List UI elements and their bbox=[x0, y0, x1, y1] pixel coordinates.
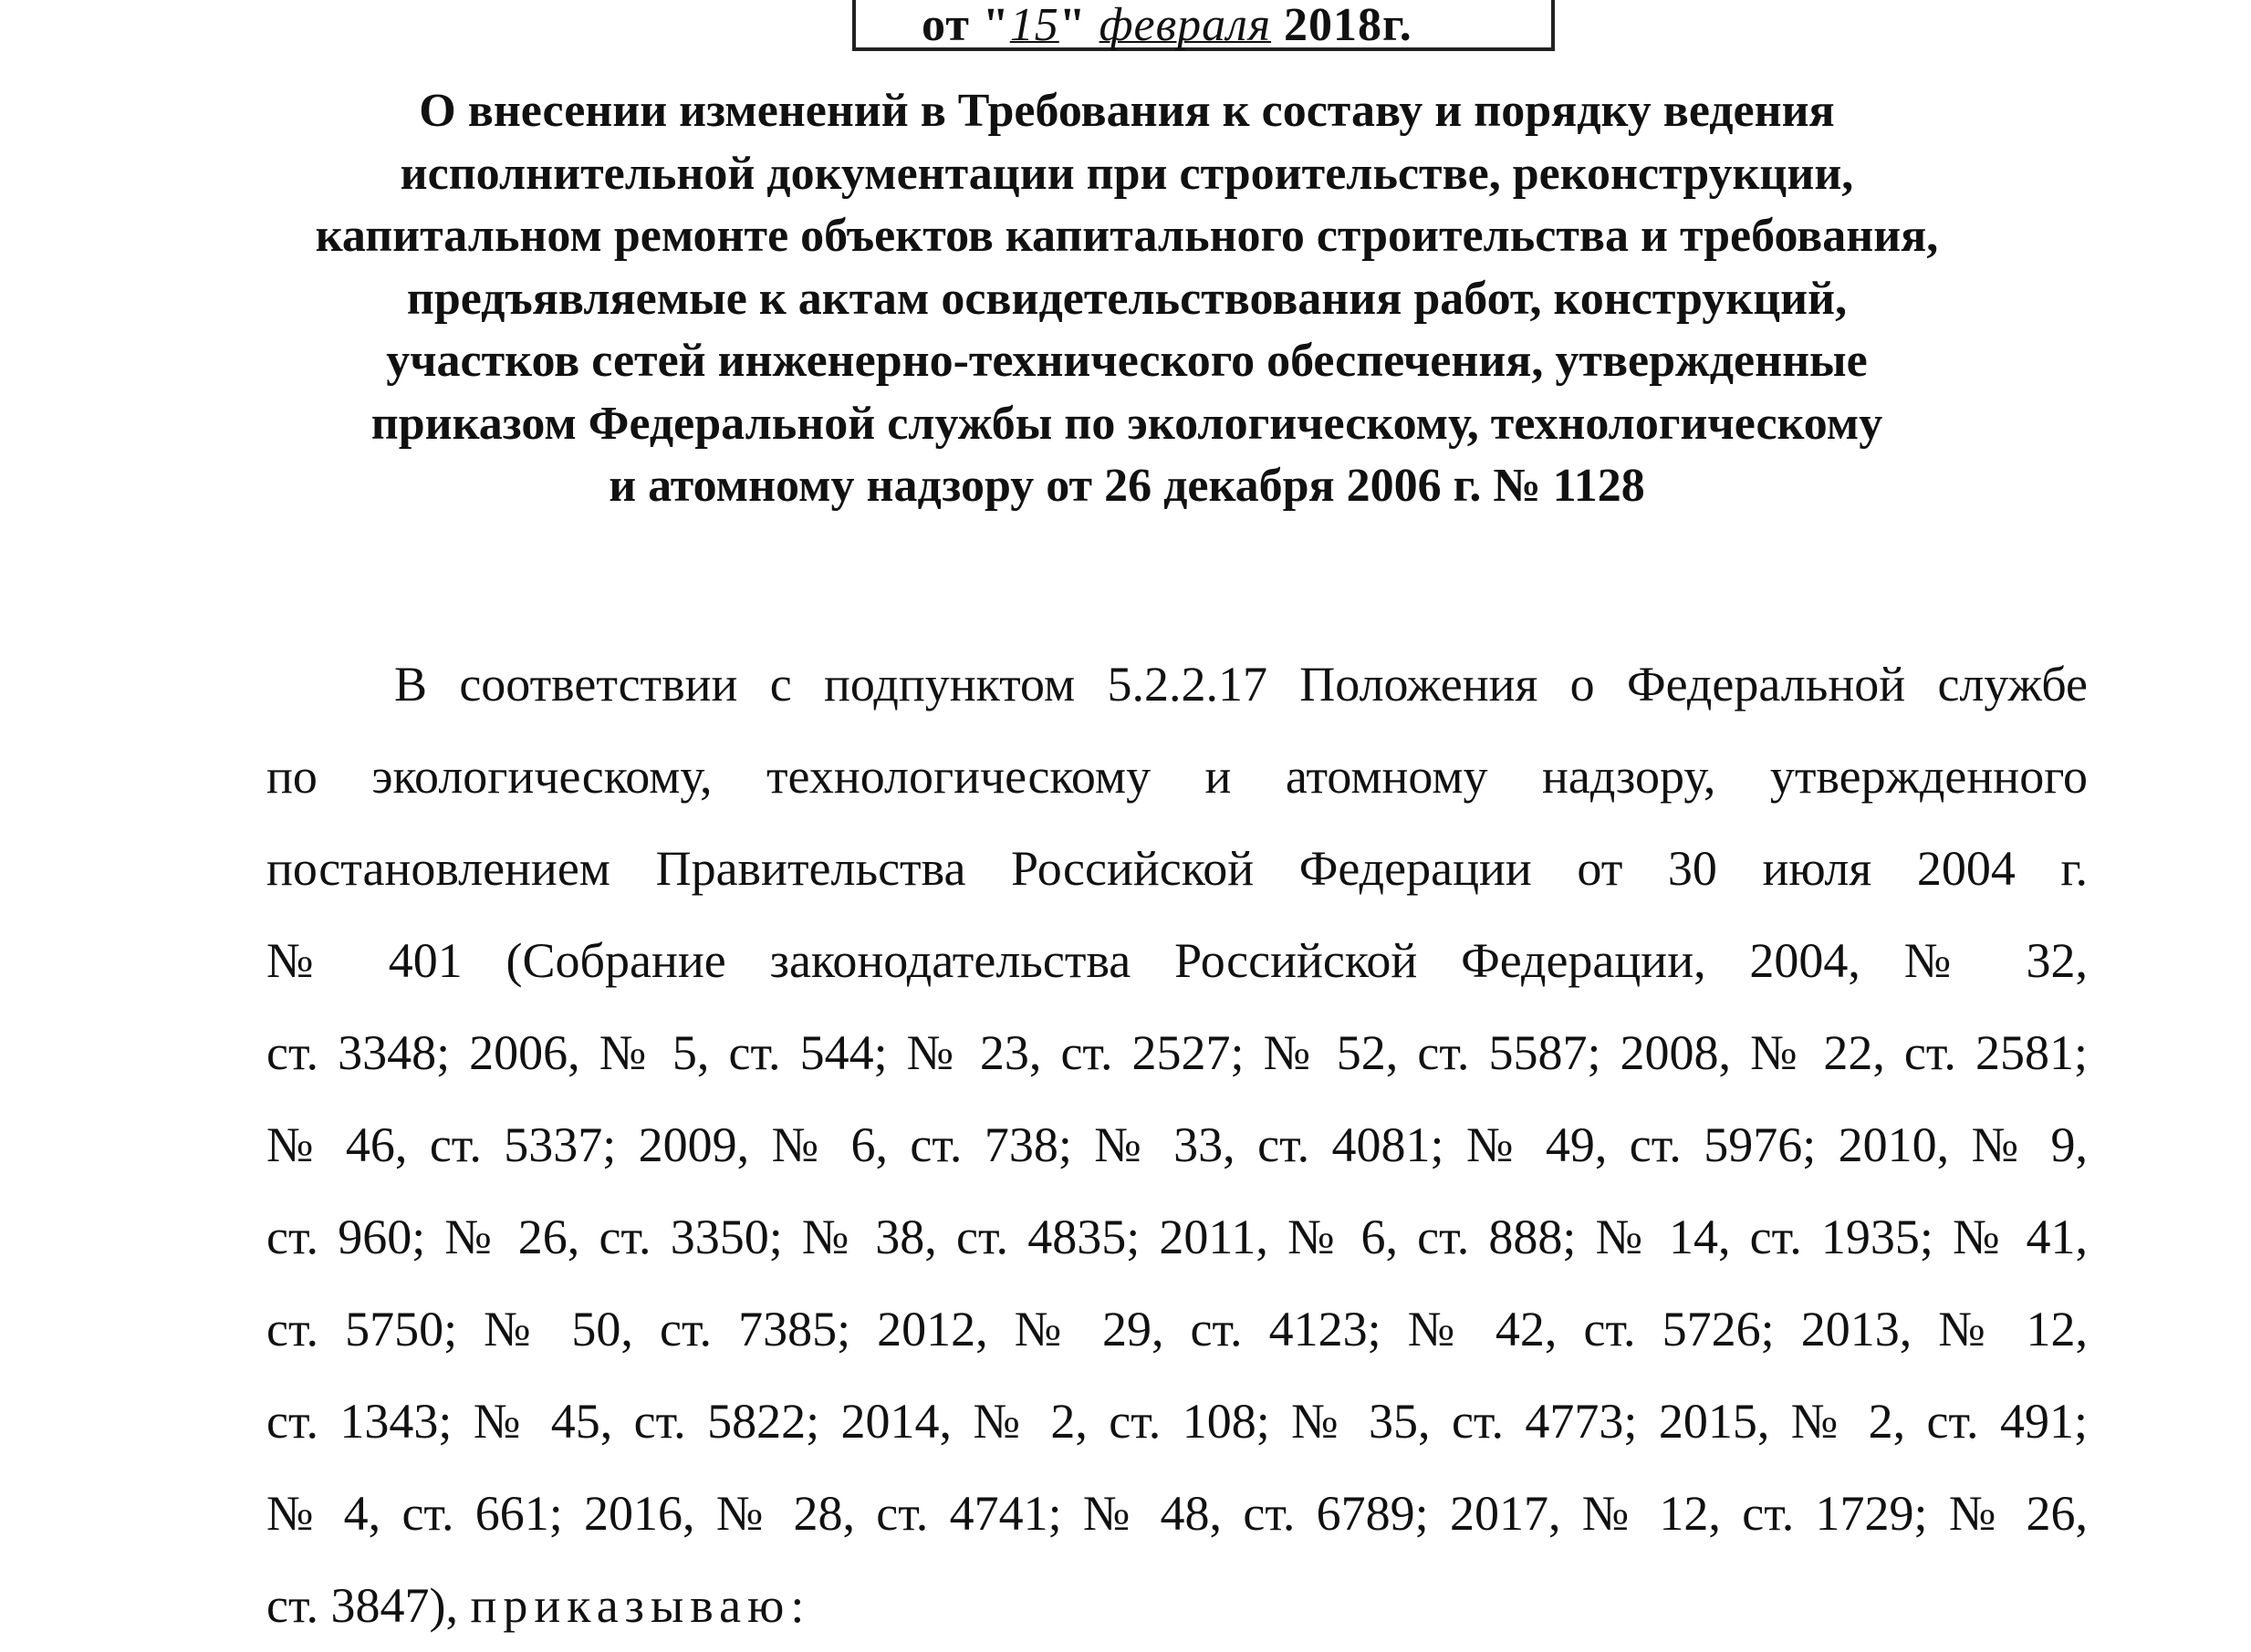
document-date bbox=[922, 0, 1412, 53]
body-line: № 401 (Собрание законодательства Российской Федерации, 2004, № 32, bbox=[266, 933, 2088, 988]
body-final-line bbox=[266, 1560, 2088, 1652]
date-mid: " bbox=[1058, 0, 1099, 51]
body-line: № 46, ст. 5337; 2009, № 6, ст. 738; № 33, ст. 4081; № 49, ст. 5976; 2010, № 9, bbox=[266, 1117, 2088, 1172]
title-line: исполнительной документации при строительстве, реконструкции, bbox=[400, 147, 1854, 200]
document-title bbox=[237, 80, 2017, 518]
title-line: участков сетей инженерно-технического обеспечения, утвержденные bbox=[386, 335, 1868, 387]
body-line: ст. 5750; № 50, ст. 7385; 2012, № 29, ст. 4123; № 42, ст. 5726; 2013, № 12, bbox=[266, 1302, 2088, 1356]
body-line: постановлением Правительства Российской Федерации от 30 июля 2004 г. bbox=[266, 841, 2088, 896]
final-line-text: ст. 3847), bbox=[266, 1578, 471, 1633]
date-prefix: от " bbox=[922, 0, 1010, 51]
title-line: и атомному надзору от 26 декабря 2006 г. № 1128 bbox=[609, 460, 1645, 512]
body-line: ст. 960; № 26, ст. 3350; № 38, ст. 4835; 2011, № 6, ст. 888; № 14, ст. 1935; № 41, bbox=[266, 1210, 2088, 1264]
body-line: № 4, ст. 661; 2016, № 28, ст. 4741; № 48, ст. 6789; 2017, № 12, ст. 1729; № 26, bbox=[266, 1486, 2088, 1541]
date-year: 2018г. bbox=[1271, 0, 1412, 51]
body-line: ст. 1343; № 45, ст. 5822; 2014, № 2, ст. 108; № 35, ст. 4773; 2015, № 2, ст. 491; bbox=[266, 1394, 2088, 1449]
title-line: приказом Федеральной службы по экологическому, технологическому bbox=[370, 397, 1883, 450]
order-word: приказываю: bbox=[470, 1578, 811, 1633]
date-month: февраля bbox=[1099, 0, 1272, 51]
title-line: О внесении изменений в Требования к составу и порядку ведения bbox=[419, 85, 1835, 137]
date-day: 15 bbox=[1009, 0, 1059, 51]
body-line: ст. 3348; 2006, № 5, ст. 544; № 23, ст. 2527; № 52, ст. 5587; 2008, № 22, ст. 2581; bbox=[266, 1025, 2088, 1080]
body-line: В соответствии с подпунктом 5.2.2.17 Положения о Федеральной службе bbox=[394, 657, 2088, 712]
title-line: предъявляемые к актам освидетельствования работ, конструкций, bbox=[406, 272, 1848, 325]
document-body-paragraph bbox=[266, 639, 2088, 1652]
title-line: капитальном ремонте объектов капитального строительства и требования, bbox=[315, 210, 1939, 262]
body-line: по экологическому, технологическому и атомному надзору, утвержденного bbox=[266, 749, 2088, 804]
